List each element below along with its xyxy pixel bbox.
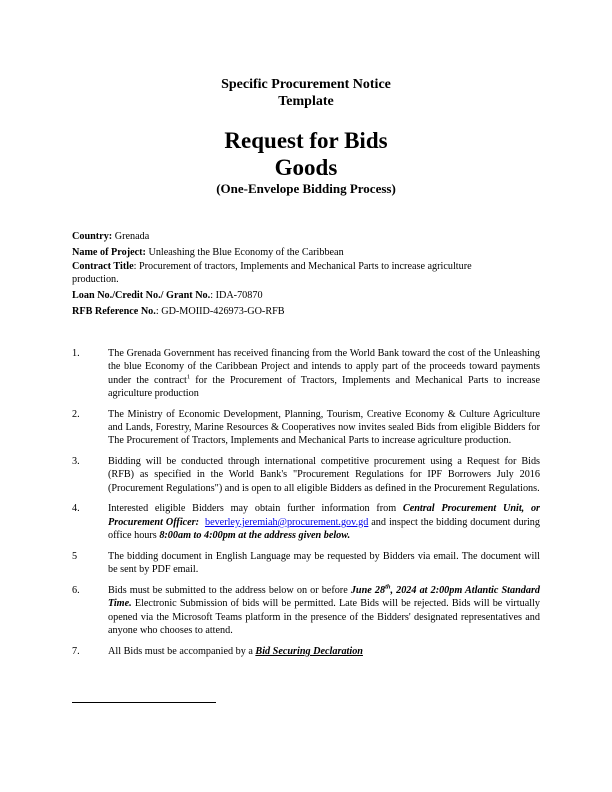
item-number: 3. — [72, 456, 80, 468]
item-text-cont: and inspect the bidding document during office hours — [108, 516, 540, 542]
deadline-time: , 2024 at 2:00pm Atlantic Standard Time. — [108, 584, 541, 610]
rfb-label: RFB Reference No. — [72, 305, 156, 317]
contract-row — [72, 260, 472, 286]
notice-type: Specific Procurement Notice — [221, 77, 391, 92]
office-hours: 8:00am to 4:00pm at the address given below. — [159, 530, 351, 542]
item-number: 2. — [72, 408, 80, 420]
item-number: 5 — [72, 550, 78, 562]
email-link[interactable]: beverley.jeremiah@procurement.gov.gd — [204, 516, 369, 528]
list-item — [72, 455, 540, 495]
deadline-ordinal: th — [385, 583, 391, 591]
notice-template-label: Template — [278, 94, 334, 109]
item-number: 1. — [72, 348, 80, 359]
list-item — [72, 502, 540, 542]
loan-value: : IDA-70870 — [210, 290, 263, 302]
notice-header — [0, 76, 612, 110]
item-text: Bidding will be conducted through international competitive procurement using a Request for Bids (RFB) as specified in the World Bank's "Procurement Regulations for IPF Borrowers July 2016 (Procurement Regulations") and is open to all eligible Bidders as defined in the Procurement Regulations. — [108, 456, 540, 494]
project-metadata — [72, 229, 472, 319]
notice-items — [72, 347, 540, 665]
list-item — [72, 550, 540, 577]
rfb-value: : GD-MOIID-426973-GO-RFB — [155, 305, 285, 317]
bid-securing-declaration: Bid Securing Declaration — [255, 645, 363, 657]
item-text: Bids must be submitted to the address below on or before — [108, 584, 351, 596]
country-value: Grenada — [112, 231, 150, 242]
item-text: The bidding document in English Language may be requested by Bidders via email. The document will be sent by PDF email. — [108, 550, 540, 576]
list-item — [72, 584, 540, 637]
item-text: The Ministry of Economic Development, Planning, Tourism, Creative Economy & Culture Agriculture and Lands, Forestry, Marine Resources & Cooperatives now invites sealed Bids from eligible Bidders for The Procurement of Tractors, Implements and Mechanical Parts to increase agriculture production. — [108, 408, 540, 447]
loan-label: Loan No./Credit No./ Grant No. — [72, 290, 211, 302]
project-row — [72, 245, 472, 261]
item-number: 6. — [72, 584, 80, 596]
item-text: All Bids must be accompanied by a — [108, 645, 256, 657]
document-title — [0, 127, 612, 181]
list-item — [72, 347, 540, 400]
item-text: The Grenada Government has received financing from the World Bank toward the cost of the Unleashing the blue Economy of the Caribbean Project and intends to apply part of the proceeds toward payments under the contract — [108, 348, 540, 386]
country-row — [72, 229, 472, 245]
country-label: Country: — [72, 231, 113, 242]
contract-value: : Procurement of tractors, Implements and Mechanical Parts to increase agriculture production. — [72, 261, 472, 286]
project-value: Unleashing the Blue Economy of the Caribbean — [145, 246, 344, 258]
deadline-date: June 28 — [350, 584, 386, 596]
item-text-cont: Electronic Submission of bids will be permitted. Late Bids will be rejected. Bids will be virtually opened via the Microsoft Teams platform in the presence of the Bidders' designated representatives and anyone who chooses to attend. — [108, 598, 540, 636]
project-label: Name of Project: — [72, 246, 146, 258]
item-number: 7. — [72, 645, 80, 657]
item-number: 4. — [72, 503, 80, 515]
item-text: Interested eligible Bidders may obtain further information from — [108, 503, 403, 515]
footnote-ref[interactable]: 1 — [186, 373, 191, 381]
loan-row — [72, 288, 472, 304]
list-item — [72, 645, 540, 658]
title-line-1: Request for Bids — [224, 128, 388, 153]
item-text-cont: for the Procurement of Tractors, Implements and Mechanical Parts to increase agriculture production — [108, 374, 541, 399]
contact-office: Central Procurement Unit, or Procurement Officer: — [108, 503, 540, 528]
contract-label: Contract Title — [72, 261, 134, 273]
footnote-separator — [72, 702, 216, 703]
list-item — [72, 408, 540, 448]
title-line-2: Goods — [274, 155, 338, 180]
document-subtitle: (One-Envelope Bidding Process) — [216, 181, 396, 196]
rfb-row — [72, 304, 472, 320]
